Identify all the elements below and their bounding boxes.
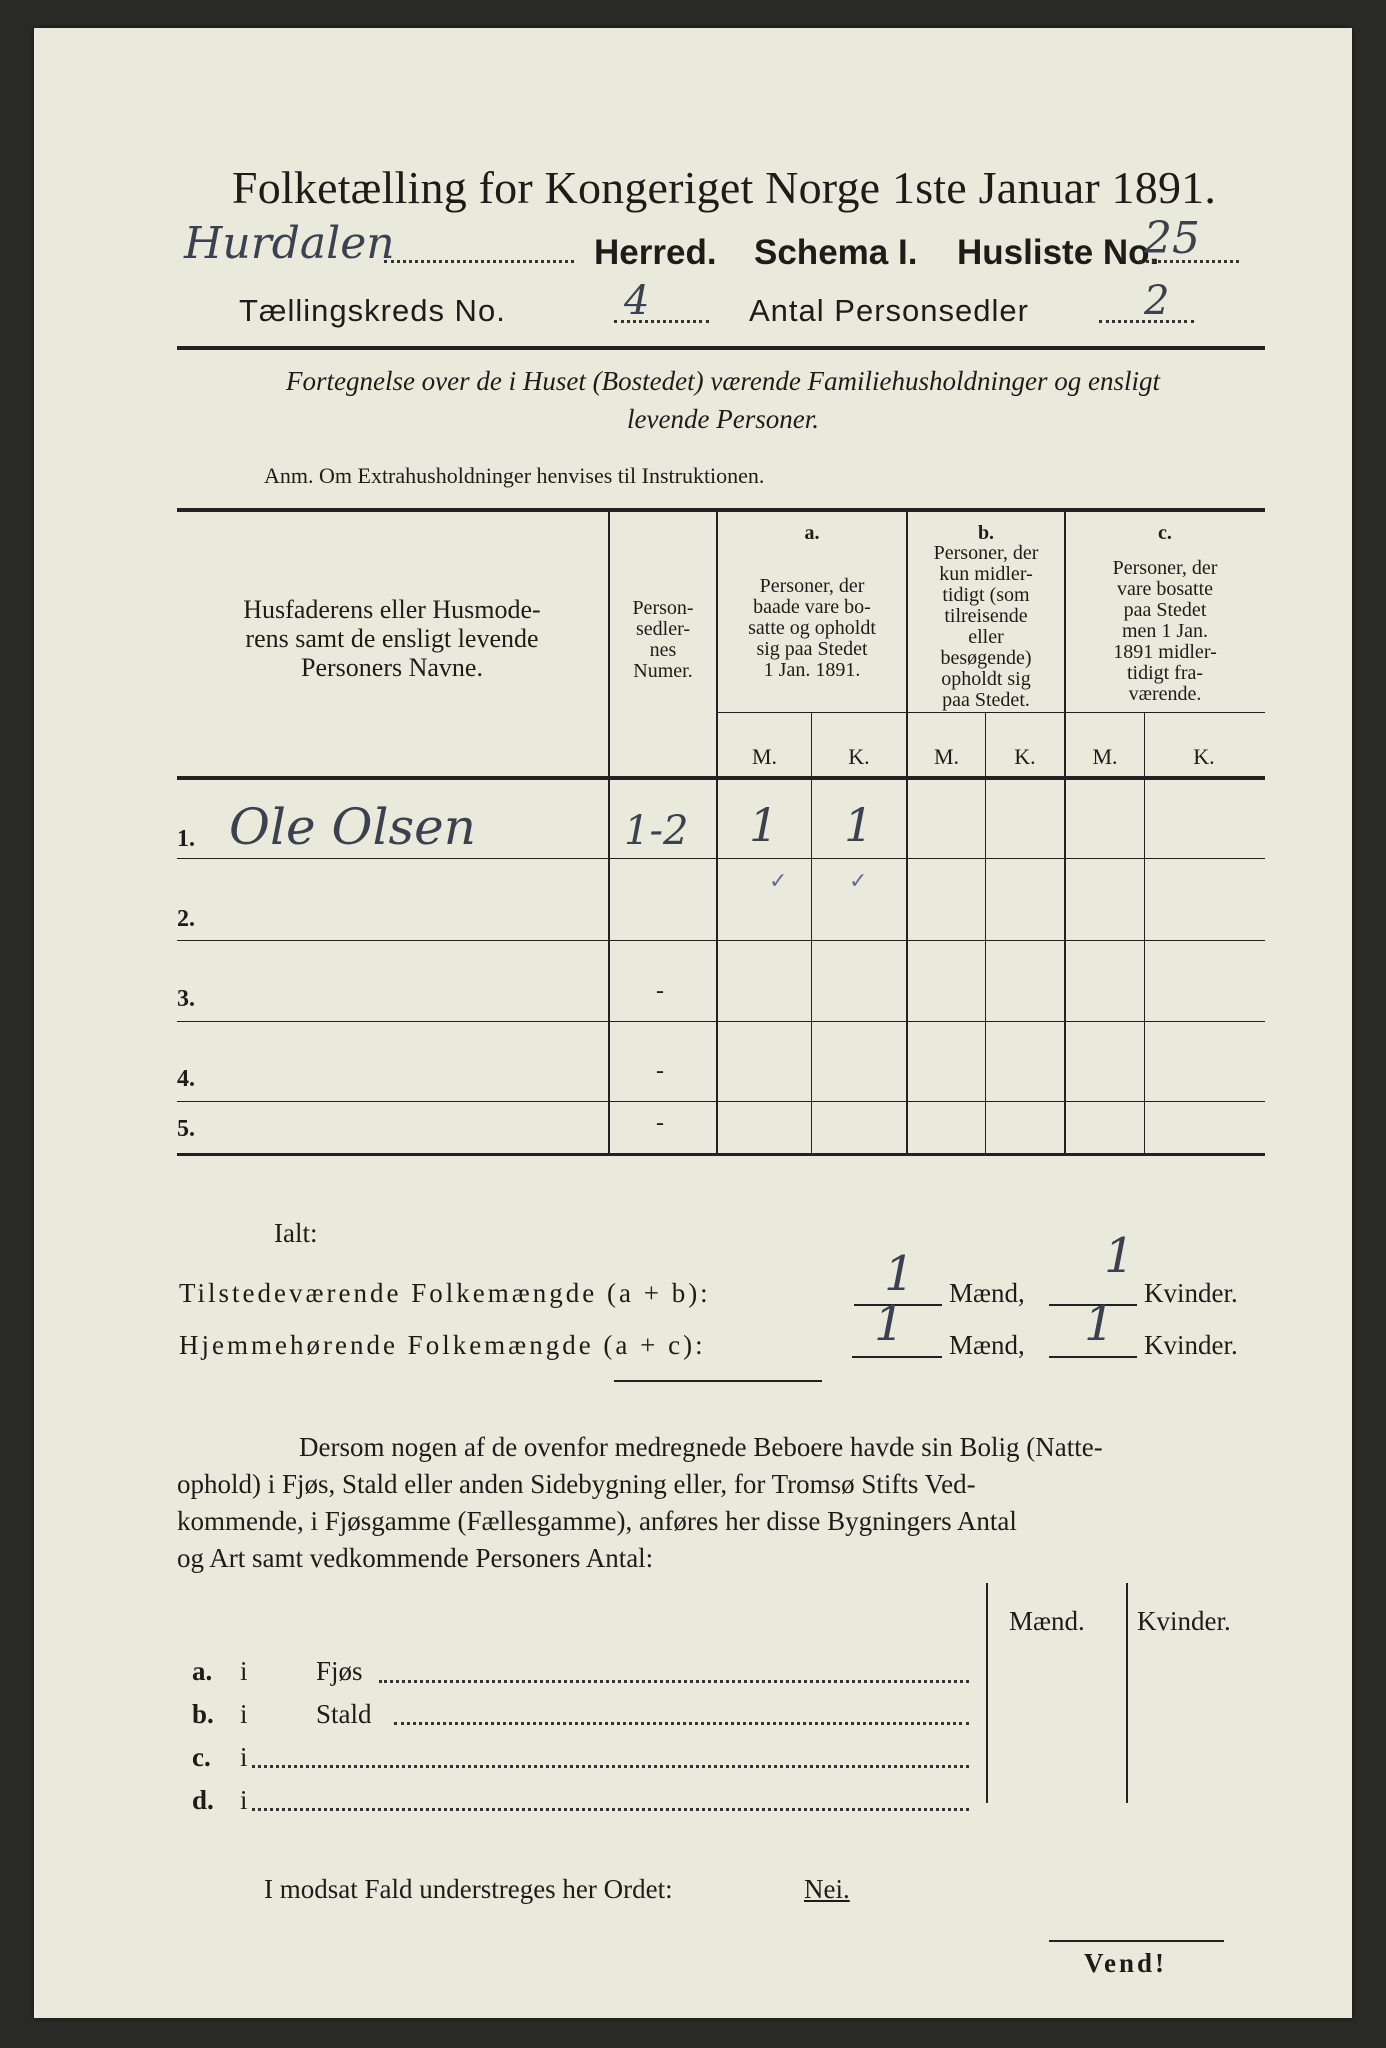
vend-label: Vend!	[1084, 1948, 1168, 1978]
bygning-row-d-dots	[252, 1808, 969, 1811]
herred-label: Herred.	[594, 233, 717, 272]
col-c-k: K.	[1193, 744, 1215, 769]
bygning-row-b-letter: b.	[192, 1699, 214, 1729]
tilstede-m-value: 1	[884, 1246, 915, 1302]
intro-line-1: Fortegnelse over de i Huset (Bostedet) værende Familiehusholdninger og ensligt	[285, 366, 1161, 396]
col-a-k: K.	[848, 744, 870, 769]
tilstede-maend: Mænd,	[949, 1278, 1025, 1308]
col-b-letter: b.	[977, 522, 995, 544]
row-2-number: 2.	[177, 906, 195, 932]
row-line-3	[177, 1021, 1265, 1022]
antal-dots	[1099, 320, 1194, 323]
vline-b	[1064, 512, 1066, 1153]
modsat-word: Nei.	[804, 1874, 850, 1904]
separator-short	[614, 1380, 822, 1382]
vline-b-mk	[985, 712, 986, 1153]
bygning-vline-1	[986, 1583, 988, 1803]
row-line-2	[177, 940, 1265, 941]
husliste-number: 25	[1144, 213, 1200, 264]
row-line-4	[177, 1101, 1265, 1102]
vline-num	[716, 512, 718, 1153]
paragraph-line-1: Dersom nogen af de ovenfor medregnede Beboere havde sin Bolig (Natte-	[299, 1432, 1103, 1462]
bygning-row-c-i: i	[240, 1742, 248, 1772]
modsat-text: I modsat Fald understreges her Ordet:	[264, 1874, 673, 1904]
vend-rule	[1049, 1940, 1224, 1942]
census-form-page	[34, 28, 1352, 2018]
kreds-label: Tællingskreds No.	[239, 293, 506, 328]
paragraph-line-2: ophold) i Fjøs, Stald eller anden Sidebygning eller, for Tromsø Stifts Ved-	[177, 1469, 976, 1499]
table-header-rule	[177, 776, 1265, 780]
col-b-m: M.	[933, 744, 960, 769]
bygning-row-c-letter: c.	[192, 1742, 211, 1772]
tilstede-k-value: 1	[1104, 1228, 1135, 1284]
bygning-row-b-label: Stald	[316, 1699, 372, 1729]
col-b-k: K.	[1014, 744, 1036, 769]
row-3-num: -	[656, 978, 664, 1004]
hjemme-k-value: 1	[1084, 1296, 1115, 1352]
bygning-row-a-letter: a.	[192, 1656, 213, 1686]
col-b-header: Personer, der kun midler- tidigt (som tilreisende eller besøgende) opholdt sig paa Stedet.	[933, 542, 1039, 711]
paragraph-line-4: og Art samt vedkommende Personers Antal:	[177, 1543, 654, 1573]
col-c-letter: c.	[1158, 522, 1172, 544]
row-1-number: 1.	[177, 826, 195, 852]
table-top-rule	[177, 508, 1265, 512]
hjemme-m-line	[852, 1356, 942, 1358]
vline-a	[906, 512, 908, 1153]
husliste-label: Husliste No.	[957, 233, 1160, 272]
vline-a-mk	[811, 712, 812, 1153]
row-4-number: 4.	[177, 1066, 195, 1092]
vline-c-mk	[1144, 712, 1145, 1153]
kreds-number: 4	[624, 278, 650, 324]
schema-label: Schema I.	[754, 233, 918, 272]
bygning-header-kvinder: Kvinder.	[1137, 1606, 1231, 1636]
anm-note: Anm. Om Extrahusholdninger henvises til Instruktionen.	[264, 463, 765, 488]
row-line-1	[177, 858, 1265, 859]
hjemme-maend: Mænd,	[949, 1330, 1025, 1360]
row-3-number: 3.	[177, 986, 195, 1012]
hjemme-label: Hjemmehørende Folkemængde (a + c):	[179, 1330, 706, 1360]
paragraph-line-3: kommende, i Fjøsgamme (Fællesgamme), anføres her disse Bygningers Antal	[177, 1506, 1017, 1536]
bygning-row-d-i: i	[240, 1785, 248, 1815]
bygning-header-maend: Mænd.	[1009, 1606, 1085, 1636]
antal-label: Antal Personsedler	[749, 293, 1029, 328]
tilstede-label: Tilstedeværende Folkemængde (a + b):	[179, 1278, 711, 1308]
col-names-header: Husfaderens eller Husmode- rens samt de ensligt levende Personers Navne.	[243, 595, 541, 682]
hjemme-k-line	[1049, 1356, 1137, 1358]
antal-number: 2	[1144, 278, 1170, 324]
herred-dots	[384, 260, 574, 263]
bygning-row-a-dots	[379, 1680, 969, 1683]
bygning-row-b-i: i	[240, 1699, 248, 1729]
form-title: Folketælling for Kongeriget Norge 1ste Januar 1891.	[231, 162, 1217, 213]
kreds-dots	[614, 320, 709, 323]
herred-name: Hurdalen	[184, 218, 395, 269]
row-1-num: 1-2	[624, 808, 689, 854]
col-c-m: M.	[1092, 744, 1118, 769]
col-a-letter: a.	[804, 522, 820, 544]
row-4-num: -	[656, 1058, 664, 1084]
row-1-name: Ole Olsen	[229, 798, 476, 856]
row-1-a-k: 1	[844, 798, 874, 852]
bygning-row-a-i: i	[240, 1656, 248, 1686]
mk-rule	[718, 712, 1265, 713]
intro-line-2: levende Personer.	[627, 404, 819, 434]
header-rule	[177, 346, 1265, 350]
col-c-header: Personer, der vare bosatte paa Stedet men 1 Jan. 1891 midler- tidigt fra- værende.	[1112, 557, 1218, 705]
col-a-header: Personer, der baade vare bo- satte og opholdt sig paa Stedet 1 Jan. 1891.	[748, 575, 876, 681]
col-num-header: Person- sedler- nes Numer.	[632, 597, 694, 682]
hjemme-kvinder: Kvinder.	[1144, 1330, 1238, 1360]
row-5-num: -	[656, 1110, 664, 1136]
tilstede-kvinder: Kvinder.	[1144, 1278, 1238, 1308]
bygning-vline-2	[1126, 1583, 1128, 1803]
row-1-a-m: 1	[749, 798, 779, 852]
bygning-row-b-dots	[394, 1722, 969, 1725]
hjemme-m-value: 1	[874, 1296, 905, 1352]
bygning-row-d-letter: d.	[192, 1785, 214, 1815]
vline-names	[608, 512, 610, 1153]
bygning-row-a-label: Fjøs	[316, 1656, 363, 1686]
ialt-label: Ialt:	[274, 1218, 318, 1248]
table-bottom-rule	[177, 1153, 1265, 1156]
bygning-row-c-dots	[252, 1765, 969, 1768]
row-5-number: 5.	[177, 1116, 195, 1142]
col-a-m: M.	[751, 744, 778, 769]
husliste-dots	[1139, 260, 1239, 263]
check-mark-a-k: ✓	[849, 868, 868, 893]
check-mark-a-m: ✓	[769, 868, 788, 893]
